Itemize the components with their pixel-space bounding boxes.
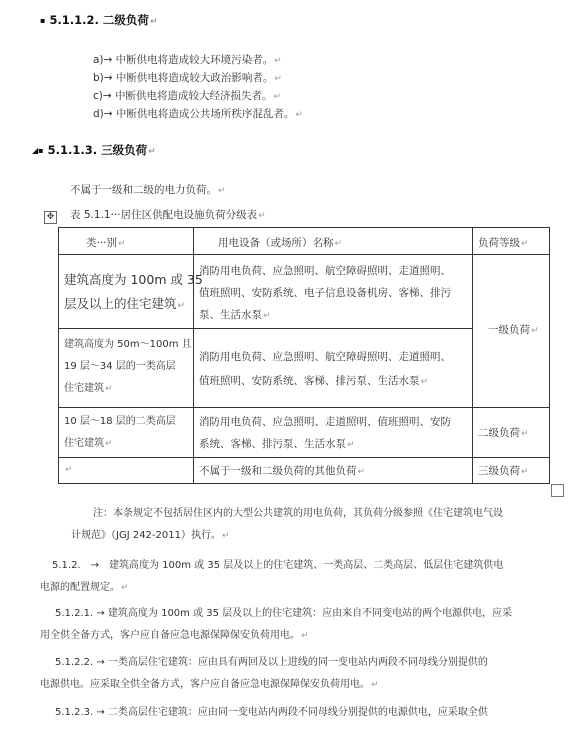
paragraph-mark-icon: ↵ [521, 429, 529, 439]
paragraph-mark-icon: ↵ [121, 583, 129, 593]
paragraph-mark-icon: ↵ [118, 239, 126, 249]
list-item: a)→ 中断供电将造成较大环境污染者。↵ [93, 54, 282, 66]
section-5112-title: 5.1.1.2. 二级负荷 [49, 13, 149, 27]
section-5113-heading [32, 142, 156, 158]
paragraph-mark-icon: ↵ [273, 92, 282, 102]
collapse-triangle-icon[interactable]: ◢ [32, 146, 39, 155]
paragraph-mark-icon: ↵ [218, 186, 226, 196]
table-cell-level-merged: 一级负荷↵ [488, 324, 539, 336]
table-move-handle-icon[interactable]: ✥ [44, 211, 57, 224]
list-item: b)→ 中断供电将造成较大政治影响者。↵ [93, 72, 282, 84]
paragraph-mark-icon: ↵ [371, 680, 379, 690]
paragraph-512: 5.1.2. → 建筑高度为 100m 或 35 层及以上的住宅建筑、一类高层、二类高层、低层住宅建筑供电 电源的配置规定。↵ [40, 560, 504, 593]
table-resize-handle-icon[interactable] [551, 484, 564, 497]
section-5113-desc: 不属于一级和二级的电力负荷。↵ [70, 184, 226, 196]
paragraph-5123: 5.1.2.3. → 二类高层住宅建筑：应由同一变电站内两段不同母线分别提供的电源供电，应采取全供 [55, 707, 488, 718]
table-cell-category: 10 层～18 层的二类高层 住宅建筑↵ [64, 416, 176, 449]
table-cell-category: 建筑高度为 50m～100m 且 19 层～34 层的一类高层 住宅建筑↵ [64, 339, 192, 394]
section-5113-title: 5.1.1.3. 三级负荷 [47, 143, 148, 157]
paragraph-5121: 5.1.2.1. → 建筑高度为 100m 或 35 层及以上的住宅建筑：应由来自不同变电站的两个电源供电，应采 用全供全备方式，客户应自备应急电源保障保安负荷用电。↵ [40, 608, 513, 641]
paragraph-mark-icon: ↵ [177, 301, 186, 311]
paragraph-mark-icon: ↵ [221, 531, 230, 541]
paragraph-mark-icon: ↵ [105, 439, 113, 449]
table-note: 注：本条规定不包括居住区内的大型公共建筑的用电负荷，其负荷分级参照《住宅建筑电气设 计规范》（JGJ 242-2011）执行。↵ [71, 508, 503, 541]
paragraph-mark-icon: ↵ [521, 467, 529, 477]
paragraph-mark-icon: ↵ [420, 377, 429, 387]
paragraph-mark-icon: ↵ [357, 467, 366, 477]
table-cell-equipment: 消防用电负荷、应急照明、航空障碍照明、走道照明、 值班照明、安防系统、客梯、排污泵、生活水泵↵ [199, 351, 451, 387]
list-bullet-icon: ▪ [38, 146, 44, 155]
table-cell-level: 三级负荷↵ [478, 465, 529, 477]
paragraph-mark-icon: ↵ [531, 326, 539, 336]
paragraph-mark-icon: ↵ [274, 56, 282, 66]
paragraph-mark-icon: ↵ [334, 239, 343, 249]
paragraph-mark-icon: ↵ [295, 110, 303, 120]
paragraph-mark-icon: ↵ [301, 631, 309, 641]
table-cell-category-empty [64, 463, 73, 475]
list-item: d)→ 中断供电将造成公共场所秩序混乱者。↵ [93, 108, 303, 120]
table-cell-level: 二级负荷↵ [478, 427, 529, 439]
paragraph-mark-icon: ↵ [521, 239, 529, 249]
table-cell-category: 建筑高度为 100m 或 35 层及以上的住宅建筑↵ [64, 272, 203, 311]
paragraph-mark-icon: ↵ [149, 17, 158, 27]
section-5112-heading [40, 12, 157, 28]
table-caption: 表 5.1.1···居住区供配电设施负荷分级表↵ [70, 209, 266, 221]
paragraph-mark-icon: ↵ [105, 384, 113, 394]
paragraph-mark-icon: ↵ [148, 147, 156, 157]
load-classification-table [58, 227, 550, 484]
paragraph-mark-icon: ↵ [274, 74, 282, 84]
paragraph-mark-icon: ↵ [65, 465, 73, 475]
list-bullet-icon: ▪ [40, 16, 46, 25]
table-header-category: 类···别↵ [86, 237, 126, 249]
table-header-level: 负荷等级↵ [478, 237, 529, 249]
table-cell-equipment: 消防用电负荷、应急照明、走道照明、值班照明、安防 系统、客梯、排污泵、生活水泵↵ [199, 416, 451, 450]
paragraph-mark-icon: ↵ [263, 311, 271, 321]
table-cell-equipment: 消防用电负荷、应急照明、航空障碍照明、走道照明、 值班照明、安防系统、电子信息设备机房、客梯、排污 泵、生活水泵↵ [199, 265, 451, 321]
table-header-equipment: 用电设备（或场所）名称↵ [218, 237, 343, 249]
paragraph-mark-icon: ↵ [347, 440, 355, 450]
list-item: c)→ 中断供电将造成较大经济损失者。↵ [93, 90, 282, 102]
paragraph-mark-icon: ↵ [258, 211, 266, 221]
table-cell-equipment: 不属于一级和二级负荷的其他负荷↵ [199, 465, 366, 477]
paragraph-5122: 5.1.2.2. → 一类高层住宅建筑：应由具有两回及以上进线的同一变电站内两段不同母线分别提供的 电源供电。应采取全供全备方式，客户应自备应急电源保障保安负荷用电。↵ [40, 657, 488, 690]
